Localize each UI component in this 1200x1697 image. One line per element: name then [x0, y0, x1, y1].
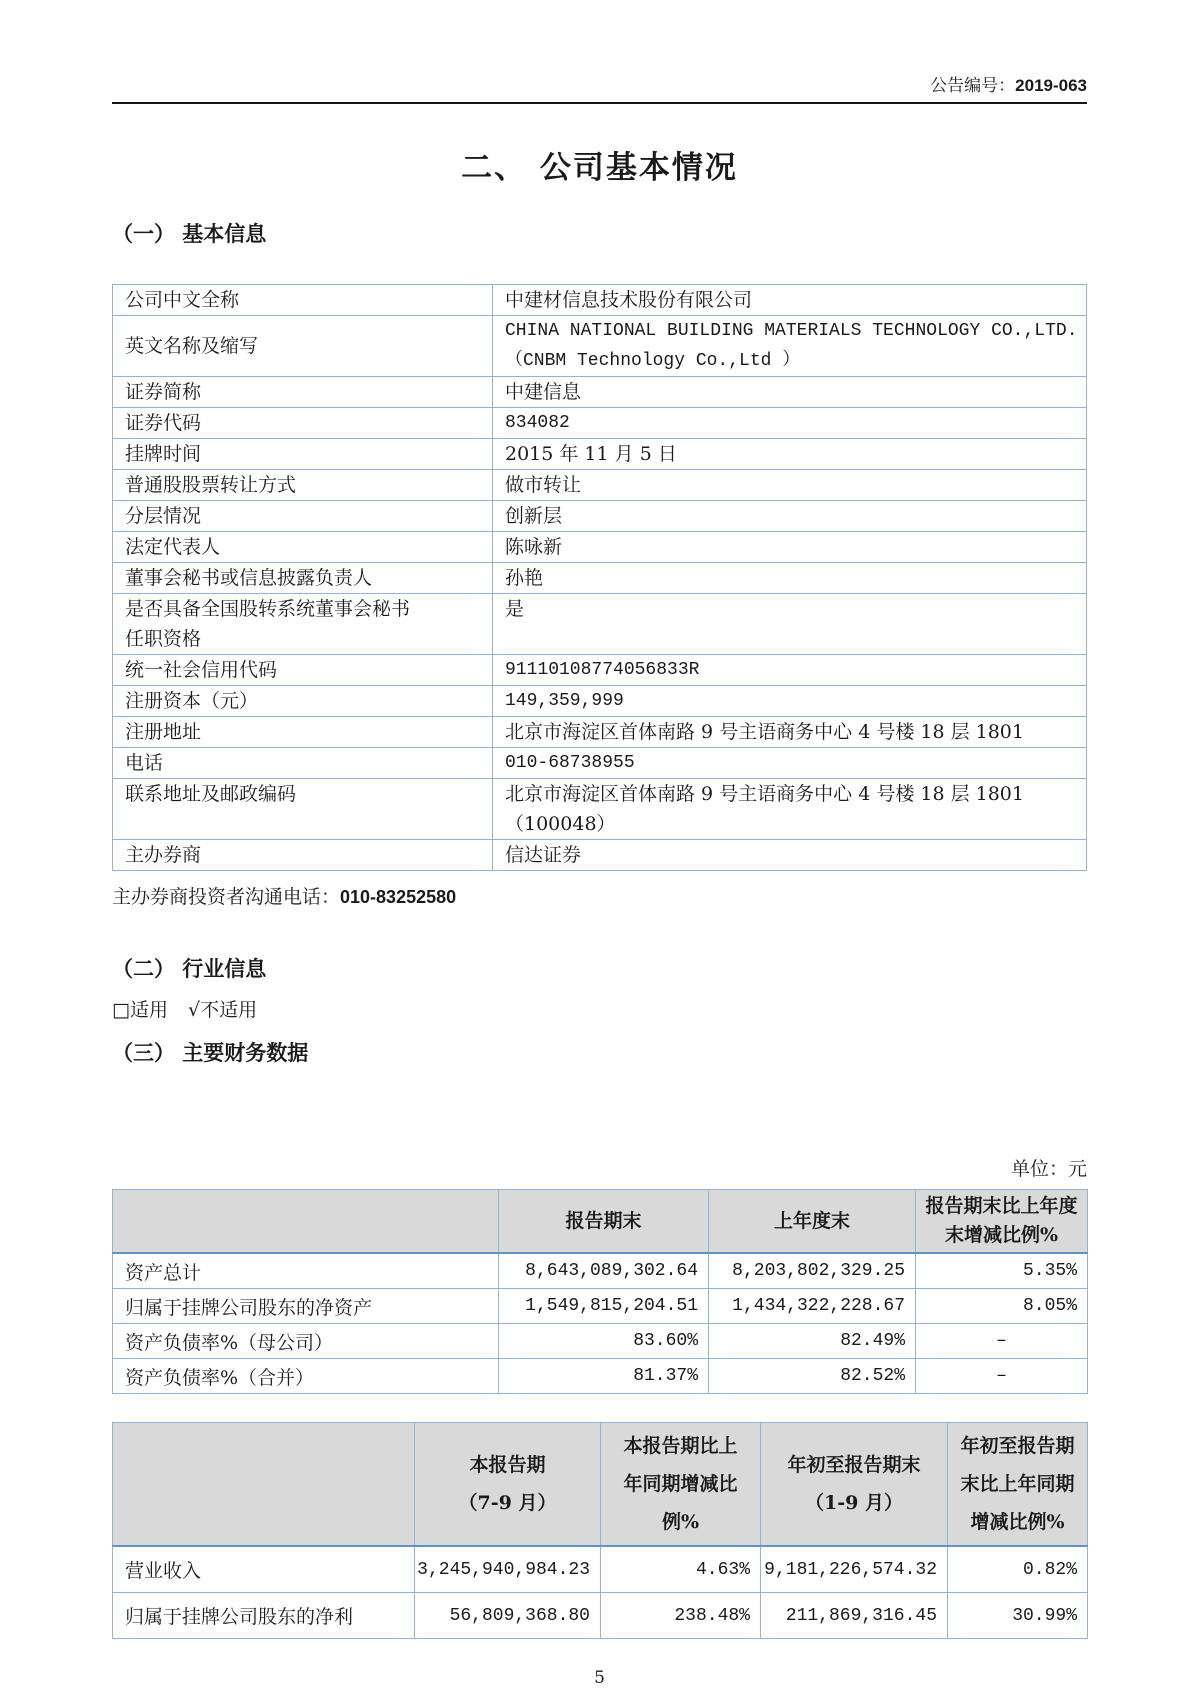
basic-info-table	[112, 284, 1087, 871]
row-value: 是	[505, 598, 525, 620]
header-prior-year-end: 上年度末	[709, 1190, 916, 1254]
row-label: 是否具备全国股转系统董事会秘书	[125, 598, 411, 620]
table-row	[113, 285, 1087, 316]
table-row	[113, 686, 1087, 717]
row-prior: 1,434,322,228.67	[709, 1289, 916, 1324]
table-row	[113, 470, 1087, 501]
sponsor-phone-label: 主办券商投资者沟通电话：	[112, 886, 341, 908]
row-current: 3,245,940,984.23	[415, 1546, 601, 1593]
row-value: 信达证券	[505, 844, 582, 866]
row-value: 834082	[505, 413, 570, 433]
row-label: 证券代码	[125, 412, 202, 434]
unit-label: 单位：元	[1010, 1158, 1087, 1180]
row-value: 陈咏新	[505, 536, 563, 558]
page-title: 二、 公司基本情况	[461, 150, 738, 186]
row-yoy-change: 238.48%	[601, 1593, 761, 1639]
row-value: 北京市海淀区首体南路 9 号主语商务中心 4 号楼 18 层 1801	[505, 783, 1024, 805]
row-label: 挂牌时间	[125, 443, 202, 465]
row-current: 81.37%	[499, 1359, 709, 1394]
row-label: 归属于挂牌公司股东的净资产	[113, 1289, 499, 1324]
row-change: 5.35%	[916, 1253, 1088, 1289]
header-ytd: 年初至报告期末 （1-9 月）	[761, 1423, 948, 1547]
row-value: 中建材信息技术股份有限公司	[505, 289, 753, 311]
row-change: 8.05%	[916, 1289, 1088, 1324]
table-header-row	[113, 1190, 1088, 1254]
row-current: 1,549,815,204.51	[499, 1289, 709, 1324]
header-change-ratio: 报告期末比上年度 末增减比例%	[916, 1190, 1088, 1254]
row-label: 董事会秘书或信息披露负责人	[125, 567, 373, 589]
row-label: 资产总计	[113, 1253, 499, 1289]
financial-table-income	[112, 1422, 1088, 1639]
header-blank	[113, 1423, 415, 1547]
row-current: 56,809,368.80	[415, 1593, 601, 1639]
header-report-period-end: 报告期末	[499, 1190, 709, 1254]
row-current: 83.60%	[499, 1324, 709, 1359]
page-number: 5	[594, 1668, 605, 1688]
row-label: 归属于挂牌公司股东的净利	[113, 1593, 415, 1639]
announcement-number-label: 公告编号：	[930, 76, 1016, 96]
row-label: 分层情况	[125, 505, 202, 527]
row-change: –	[916, 1324, 1088, 1359]
row-ytd-change: 30.99%	[948, 1593, 1088, 1639]
row-value: 创新层	[505, 505, 563, 527]
row-value: 北京市海淀区首体南路 9 号主语商务中心 4 号楼 18 层 1801	[505, 721, 1024, 743]
section-heading-industry-info: （二） 行业信息	[112, 956, 267, 981]
checkbox-applicable: □适用	[112, 999, 168, 1021]
row-value: 91110108774056833R	[505, 660, 700, 680]
row-value: 2015 年 11 月 5 日	[505, 443, 677, 465]
header-ytd-yoy-change: 年初至报告期 末比上年同期 增减比例%	[948, 1423, 1088, 1547]
section-heading-financial-data: （三） 主要财务数据	[112, 1040, 309, 1065]
table-row	[113, 594, 1087, 655]
table-row	[113, 1324, 1088, 1359]
row-ytd-change: 0.82%	[948, 1546, 1088, 1593]
header-current-period: 本报告期 （7-9 月）	[415, 1423, 601, 1547]
applicability-line	[112, 997, 1087, 1023]
row-value: 做市转让	[505, 474, 582, 496]
row-label: 注册资本（元）	[125, 690, 259, 712]
row-ytd: 211,869,316.45	[761, 1593, 948, 1639]
row-label: 注册地址	[125, 721, 202, 743]
row-yoy-change: 4.63%	[601, 1546, 761, 1593]
table-row	[113, 1289, 1088, 1324]
row-label: 资产负债率%（合并）	[113, 1359, 499, 1394]
sponsor-phone-number: 010-83252580	[340, 887, 457, 907]
header-blank	[113, 1190, 499, 1254]
table-row	[113, 840, 1087, 871]
announcement-number-header	[112, 0, 1087, 104]
row-prior: 82.49%	[709, 1324, 916, 1359]
sponsor-phone-note	[112, 885, 1087, 909]
row-label: 营业收入	[113, 1546, 415, 1593]
table-row	[113, 779, 1087, 840]
row-value-line2: （CNBM Technology Co.,Ltd ）	[505, 351, 801, 371]
financial-table-balance	[112, 1189, 1088, 1394]
table-row	[113, 408, 1087, 439]
table-row	[113, 717, 1087, 748]
announcement-number-value: 2019-063	[1015, 76, 1087, 95]
row-value: CHINA NATIONAL BUILDING MATERIALS TECHNOLOGY CO.,LTD.	[505, 321, 1078, 341]
table-header-row	[113, 1423, 1088, 1547]
section-heading-basic-info: （一） 基本信息	[112, 221, 267, 246]
table-row	[113, 532, 1087, 563]
table-row	[113, 748, 1087, 779]
row-prior: 82.52%	[709, 1359, 916, 1394]
row-value: 孙艳	[505, 567, 544, 589]
row-label: 电话	[125, 752, 164, 774]
table-row	[113, 439, 1087, 470]
row-label: 普通股股票转让方式	[125, 474, 297, 496]
table-row	[113, 563, 1087, 594]
row-label: 联系地址及邮政编码	[125, 783, 297, 805]
table-row	[113, 316, 1087, 377]
row-label: 资产负债率%（母公司）	[113, 1324, 499, 1359]
row-value: 010-68738955	[505, 753, 635, 773]
row-value: 中建信息	[505, 381, 582, 403]
header-period-yoy-change: 本报告期比上 年同期增减比 例%	[601, 1423, 761, 1547]
row-label: 英文名称及缩写	[125, 335, 259, 357]
row-value: 149,359,999	[505, 691, 624, 711]
table-row	[113, 1359, 1088, 1394]
row-value-line2: （100048）	[505, 813, 616, 835]
row-label: 统一社会信用代码	[125, 659, 278, 681]
row-prior: 8,203,802,329.25	[709, 1253, 916, 1289]
table-row	[113, 377, 1087, 408]
table-row	[113, 501, 1087, 532]
table-row	[113, 655, 1087, 686]
row-label-line2: 任职资格	[125, 628, 202, 650]
row-label: 主办券商	[125, 844, 202, 866]
row-label: 证券简称	[125, 381, 202, 403]
row-change: –	[916, 1359, 1088, 1394]
checkbox-not-applicable: √不适用	[188, 999, 258, 1021]
table-row	[113, 1546, 1088, 1593]
row-label: 公司中文全称	[125, 289, 240, 311]
row-current: 8,643,089,302.64	[499, 1253, 709, 1289]
table-row	[113, 1253, 1088, 1289]
row-label: 法定代表人	[125, 536, 221, 558]
row-ytd: 9,181,226,574.32	[761, 1546, 948, 1593]
table-row	[113, 1593, 1088, 1639]
